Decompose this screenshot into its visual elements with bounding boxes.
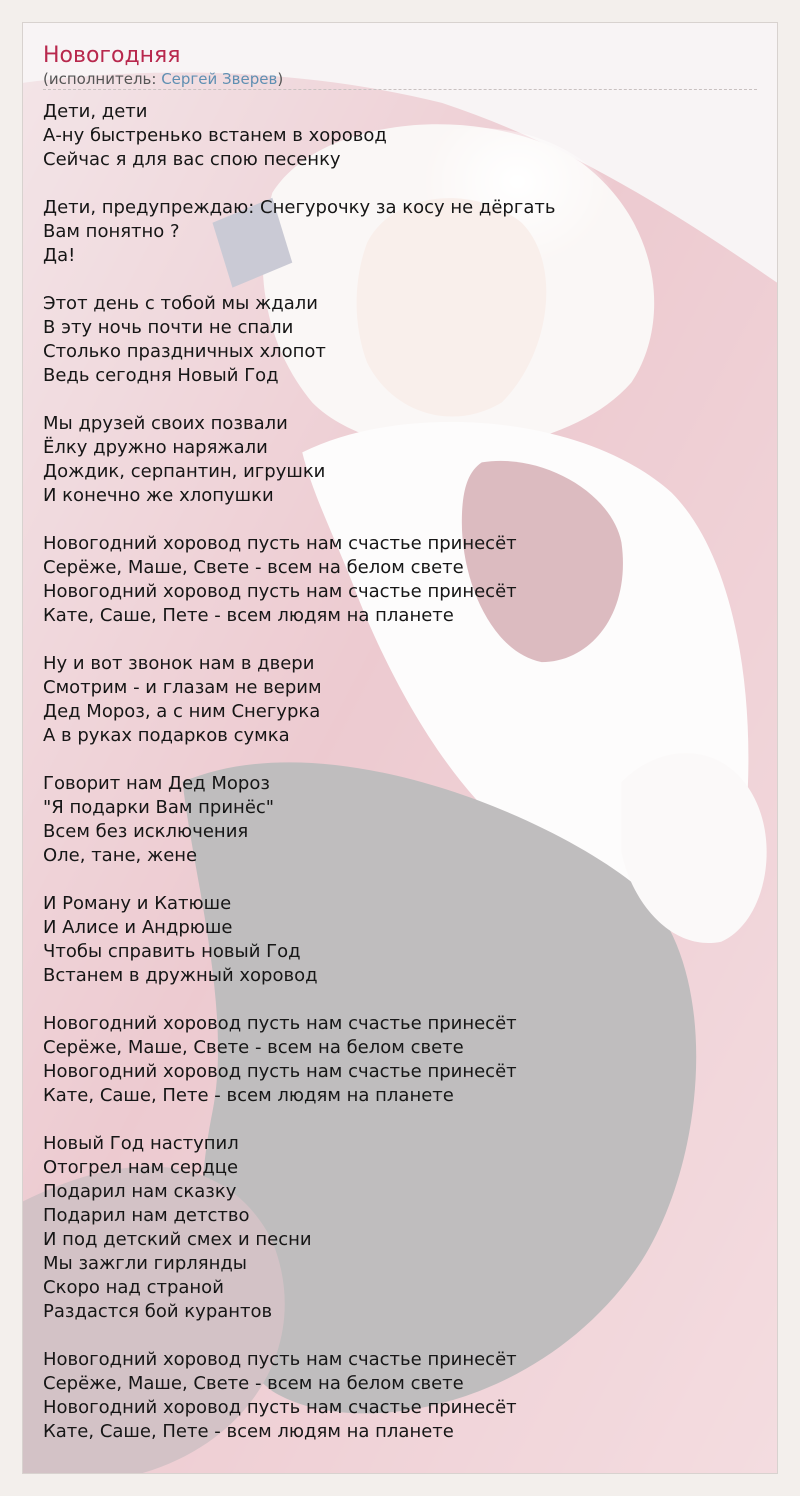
lyric-line: Новогодний хоровод пусть нам счастье принесёт [43,1349,517,1370]
lyric-line: Да! [43,245,76,266]
lyric-line: Новогодний хоровод пусть нам счастье принесёт [43,1061,517,1082]
lyric-line: Скоро над страной [43,1277,224,1298]
performer-line [43,69,283,89]
lyric-line: Кате, Саше, Пете - всем людям на планете [43,1085,454,1106]
lyric-line: Мы зажгли гирлянды [43,1253,248,1274]
lyric-line: Оле, тане, жене [43,845,198,866]
lyric-line: Серёже, Маше, Свете - всем на белом свете [43,557,464,578]
performer-prefix: (исполнитель: [43,70,162,88]
stanza-gap [43,628,753,652]
lyric-line: И Алисе и Андрюше [43,917,233,938]
lyric-line: Дети, дети [43,101,148,122]
lyric-line: А-ну быстренько встанем в хоровод [43,125,387,146]
lyric-line: Серёже, Маше, Свете - всем на белом свете [43,1037,464,1058]
stanza-gap [43,388,753,412]
lyric-line: Новогодний хоровод пусть нам счастье принесёт [43,581,517,602]
lyric-line: Этот день с тобой мы ждали [43,293,318,314]
lyric-line: Вам понятно ? [43,221,180,242]
lyric-line: Ёлку дружно наряжали [43,437,268,458]
stanza-gap [43,1324,753,1348]
title-divider [43,89,757,90]
lyric-line: Ведь сегодня Новый Год [43,365,279,386]
lyric-line: Кате, Саше, Пете - всем людям на планете [43,605,454,626]
lyric-line: Подарил нам детство [43,1205,250,1226]
lyric-line: Ну и вот звонок нам в двери [43,653,315,674]
lyric-line: Столько праздничных хлопот [43,341,326,362]
stanza-gap [43,172,753,196]
lyric-line: Мы друзей своих позвали [43,413,288,434]
lyric-line: Подарил нам сказку [43,1181,237,1202]
stanza-gap [43,988,753,1012]
lyric-line: Новогодний хоровод пусть нам счастье принесёт [43,533,517,554]
lyric-line: И под детский смех и песни [43,1229,312,1250]
lyric-line: Новогодний хоровод пусть нам счастье принесёт [43,1397,517,1418]
performer-link[interactable]: Сергей Зверев [161,70,278,88]
lyric-line: Дождик, серпантин, игрушки [43,461,326,482]
lyric-line: Новогодний хоровод пусть нам счастье принесёт [43,1013,517,1034]
lyric-line: А в руках подарков сумка [43,725,290,746]
lyric-line: "Я подарки Вам принёс" [43,797,275,818]
lyric-line: Говорит нам Дед Мороз [43,773,270,794]
stanza-gap [43,1108,753,1132]
lyric-line: Раздастся бой курантов [43,1301,273,1322]
lyric-line: И Роману и Катюше [43,893,232,914]
lyric-line: Кате, Саше, Пете - всем людям на планете [43,1421,454,1442]
song-title: Новогодняя [43,43,181,68]
lyric-line: Отогрел нам сердце [43,1157,239,1178]
lyric-line: Сейчас я для вас спою песенку [43,149,341,170]
lyric-line: Чтобы справить новый Год [43,941,301,962]
lyric-line: Всем без исключения [43,821,249,842]
stanza-gap [43,868,753,892]
lyrics-card [22,22,778,1474]
lyric-line: И конечно же хлопушки [43,485,274,506]
lyric-line: Дети, предупреждаю: Снегурочку за косу не дёргать [43,197,556,218]
stanza-gap [43,508,753,532]
lyric-line: Смотрим - и глазам не верим [43,677,322,698]
lyric-line: Серёже, Маше, Свете - всем на белом свете [43,1373,464,1394]
lyrics-text [43,100,753,1444]
lyric-line: Дед Мороз, а с ним Снегурка [43,701,321,722]
stanza-gap [43,268,753,292]
lyric-line: Новый Год наступил [43,1133,239,1154]
performer-suffix: ) [277,70,284,88]
lyric-line: Встанем в дружный хоровод [43,965,318,986]
lyric-line: В эту ночь почти не спали [43,317,294,338]
stanza-gap [43,748,753,772]
